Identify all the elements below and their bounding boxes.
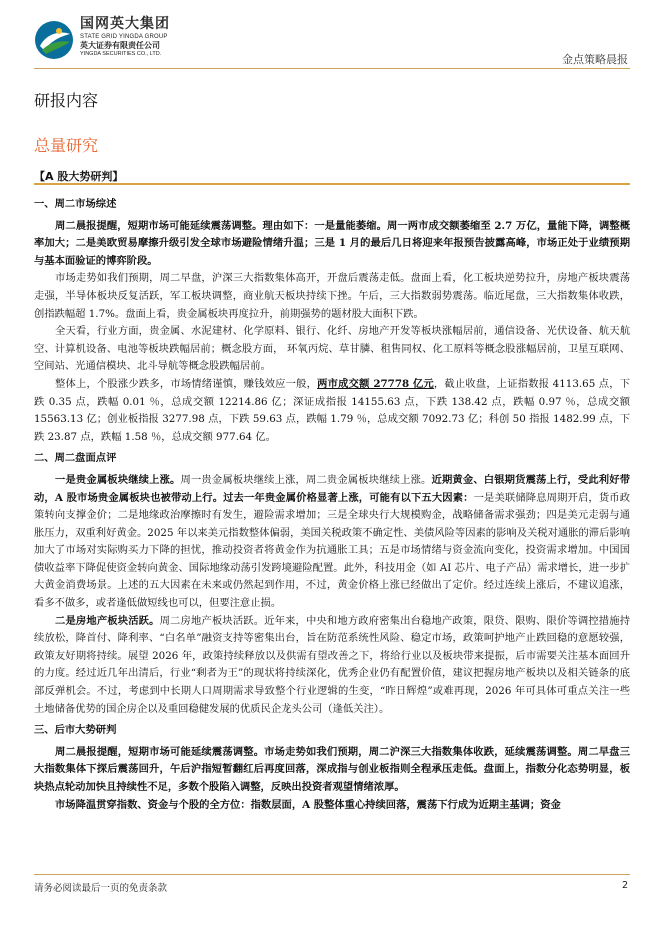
company-logo bbox=[80, 17, 170, 58]
pm-intro: 周一贵金属板块继续上涨，周二贵金属板块继续上涨。 bbox=[180, 473, 432, 486]
paragraph-indices bbox=[34, 376, 630, 446]
paragraph-real-estate bbox=[34, 613, 630, 719]
turnover-highlight: 两市成交额 27778 亿元 bbox=[317, 377, 434, 390]
page-header bbox=[0, 0, 662, 72]
section-title: 研报内容 bbox=[34, 91, 99, 110]
paragraph-trend: 市场走势如我们预期，周二早盘，沪深三大指数集体高开，开盘后震荡走低。盘面上看，化工板块逆势拉升，房地产板块震荡走强，半导体板块反复活跃，军工板块调整，商业航天板块持续下挫。午后，三大指数弱势震荡。临近尾盘，三大指数集体收跌，创指跌幅超 1.7%。盘面上看，贵金属板块再度拉升，前期强势的题材股大面积下跌。 bbox=[34, 272, 630, 320]
paragraph-reminder bbox=[34, 218, 630, 271]
logo-group-name: 国网英大集团 bbox=[80, 16, 170, 32]
paragraph-sectors: 全天看，行业方面，贵金属、水泥建材、化学原料、银行、化纤、房地产开发等板块涨幅居前，通信设备、光伏设备、航天航空、计算机设备、电池等板块跌幅居前；概念股方面， 环氧丙烷、草甘膦、租售同权、化工原料等概念股涨幅居前，卫星互联网、空间站、光通信模块、北斗导航等概念股跌幅居前。 bbox=[34, 325, 630, 373]
topic-title: 【A 股大势研判】 bbox=[34, 170, 124, 183]
footer-divider bbox=[34, 874, 630, 875]
disclaimer: 请务必阅读最后一页的免责条款 bbox=[34, 883, 168, 894]
report-name: 金点策略晨报 bbox=[562, 53, 628, 66]
heading-outlook: 三、后市大势研判 bbox=[34, 724, 117, 737]
paragraph-outlook bbox=[34, 744, 630, 797]
cooling-text: 市场降温贯穿指数、资金与个股的全方位：指数层面，A 股整体重心持续回落，震荡下行成为近期主基调；资金 bbox=[55, 798, 561, 811]
logo-company-name: 英大证券有限责任公司 bbox=[80, 41, 160, 50]
outlook-text: 周二晨报提醒，短期市场可能延续震荡调整。市场走势如我们预期，周二沪深三大指数集体收跌，延续震荡调整。周二早盘三大指数集体下探后震荡回升，午后沪指短暂翻红后再度回落，深成指与创业板指则全程承压走低。盘面上，指数分化态势明显，板块热点轮动加快且持续性不足，多数个股陷入调整，反映出投资者观望情绪浓厚。 bbox=[34, 745, 630, 793]
pm-key: 近期黄金、白银期货震荡上行，受此利好带动，A 股市场贵金属板块也被带动上行。过去一年贵金属价格显著上涨，可能有以下五大因素： bbox=[34, 473, 631, 504]
pm-lead: 一是贵金属板块继续上涨。 bbox=[55, 473, 181, 486]
heading-market-comment: 二、周二盘面点评 bbox=[34, 452, 117, 465]
re-detail: 周二房地产板块活跃。近年来，中央和地方政府密集出台稳地产政策，限贷、限购、限价等调控措施持续放松，降首付、降利率、“白名单”融资支持等密集出台，旨在防范系统性风险、稳定市场，政策呵护地产止跌回稳的意愿较强，政策友好期将持续。展望 2026 年，政策持续释放以及供需有望改善之下，将给行业以及板块带来提振，后市需要关注基本面回升的力度。经过近几年出清后，行业“剩者为王”的现状将持续深化，优秀企业仍有配置价值，建议把握房地产板块以及相关链条的底部反弹机会。不过，考虑到中长期人口周期需求导致整个行业逻辑的生变，“昨日辉煌”或难再现，2026 年可具体可重点关注一些土地储备优势的国企房企以及重回稳健发展的优质民企龙头公司（逢低关注）。 bbox=[34, 614, 631, 715]
indices-detail: ，截止收盘，上证指数报 4113.65 点，下跌 0.35 点，跌幅 0.01 ％，总成交额 12214.86 亿；深证成指报 14155.63 点，下跌 138.42 点，跌幅 0.97 ％，总成交额 15563.13 亿；创业板指报 3277.98 点，下跌 59.63 点，跌幅 1.79 ％，总成交额 7092.73 亿；科创 50 指报 1482.99 点，下跌 23.87 点，跌幅 1.58 ％，总成交额 977.64 亿。 bbox=[34, 377, 630, 443]
pm-detail: 一是美联储降息周期开启，货币政策转向支撑金价；二是地缘政治摩擦时有发生，避险需求增加；三是全球央行大规模购金，战略储备需求强劲；四是美元走弱与通胀压力，双重利好黄金。2025 年以来美元指数整体偏弱，美国关税政策不确定性、美债风险等因素的影响及关税对通胀的滞后影响加大了市场对实际购买力下降的担忧，推动投资者将黄金作为抗通胀工具；五是市场情绪与资金流向变化，投资需求增加。中国国债收益率下降促使资金转向黄金、国际地缘动荡引发跨境避险配置。此外，科技用金（如 AI 芯片、电子产品）需求增长，进一步扩大黄金消费场景。上述的五大因素在未来或仍然起到作用，不过，黄金价格上涨已经做出了定价。经过连续上涨后，不建议追涨，看多不做多，或者逢低做短线也可以，但要注意止损。 bbox=[34, 491, 630, 610]
heading-market-review: 一、周二市场综述 bbox=[34, 198, 117, 210]
logo-company-name-en: YINGDA SECURITIES CO., LTD. bbox=[80, 51, 162, 57]
logo-group-name-en: STATE GRID YINGDA GROUP bbox=[80, 34, 168, 40]
reminder-text: 周二晨报提醒，短期市场可能延续震荡调整。理由如下：一是量能萎缩。周一两市成交额萎缩至 2.7 万亿，量能下降，调整概率加大；二是美欧贸易摩擦升级引发全球市场避险情绪升温；三是 1 月的最后几日将迎来年报预告披露高峰，市场正处于业绩预期与基本面验证的博弈阶段。 bbox=[34, 219, 630, 267]
indices-intro: 整体上，个股涨少跌多，市场情绪谨慎，赚钱效应一般， bbox=[55, 377, 318, 390]
report-body bbox=[34, 192, 630, 814]
yingda-logo-icon bbox=[34, 20, 74, 60]
header-divider bbox=[34, 68, 630, 69]
paragraph-cooling bbox=[34, 797, 630, 815]
page-number: 2 bbox=[621, 880, 628, 891]
topic-divider bbox=[34, 183, 630, 185]
re-lead: 二是房地产板块活跃。 bbox=[55, 614, 160, 627]
paragraph-precious-metals bbox=[34, 472, 630, 613]
category-title: 总量研究 bbox=[34, 136, 99, 155]
